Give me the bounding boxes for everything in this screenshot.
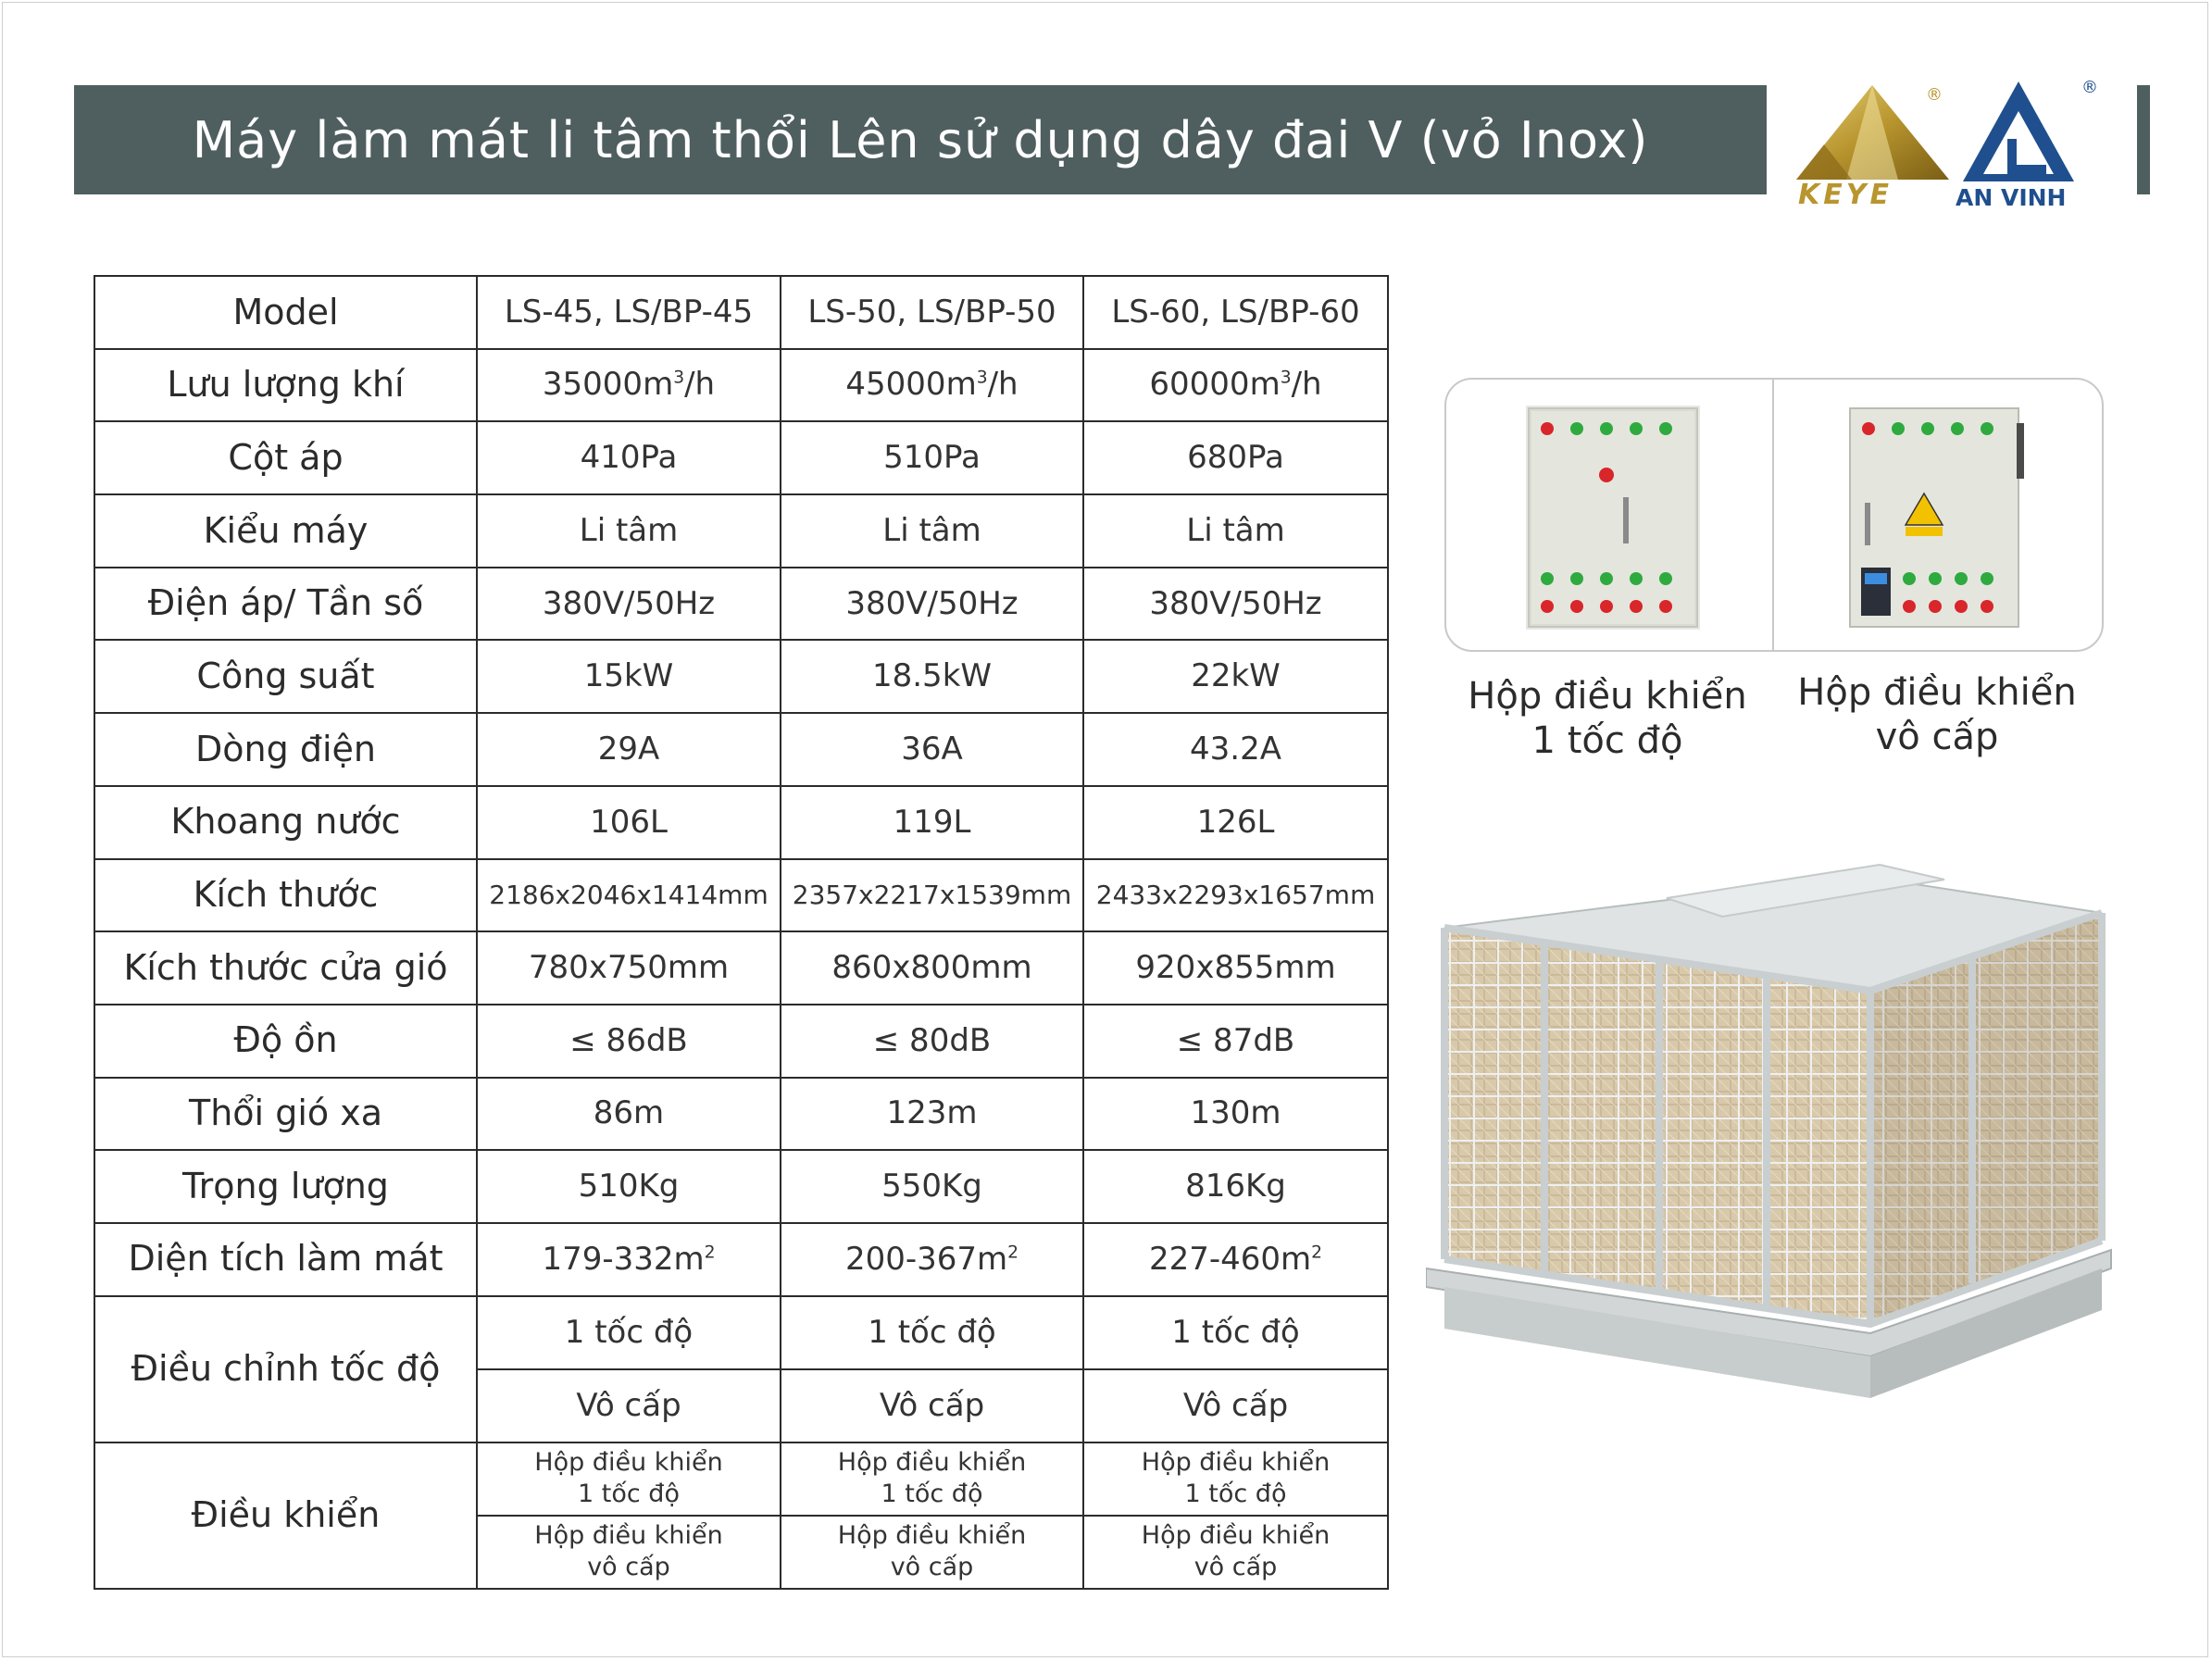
- row-label: Trọng lượng: [94, 1150, 477, 1223]
- table-row: [94, 931, 1388, 1005]
- row-label: Lưu lượng khí: [94, 349, 477, 422]
- row-label: Điều chỉnh tốc độ: [94, 1296, 477, 1442]
- table-row: [94, 640, 1388, 713]
- accent-bar: [2137, 85, 2150, 194]
- control-box-stepless-image: [1843, 405, 2026, 631]
- value-cell: 1 tốc độ: [781, 1296, 1083, 1369]
- air-cooler-image: [1426, 852, 2120, 1407]
- table-row: [94, 421, 1388, 494]
- value-cell: 106L: [477, 786, 781, 859]
- value-cell: $179-332m^2$: [477, 1223, 781, 1296]
- value-cell: 816Kg: [1083, 1150, 1388, 1223]
- value-cell: 680Pa: [1083, 421, 1388, 494]
- table-row: [94, 494, 1388, 568]
- value-cell: 510Pa: [781, 421, 1083, 494]
- value-cell: 510Kg: [477, 1150, 781, 1223]
- value-cell: Hộp điều khiển 1 tốc độ: [781, 1442, 1083, 1516]
- value-cell: 1 tốc độ: [1083, 1296, 1388, 1369]
- value-cell: 130m: [1083, 1078, 1388, 1151]
- value-cell: 119L: [781, 786, 1083, 859]
- value-cell: Hộp điều khiển vô cấp: [781, 1516, 1083, 1589]
- spec-table: [94, 275, 1389, 1590]
- row-label: Diện tích làm mát: [94, 1223, 477, 1296]
- value-cell: 126L: [1083, 786, 1388, 859]
- table-row-speed: [94, 1296, 1388, 1369]
- value-cell: 860x800mm: [781, 931, 1083, 1005]
- value-cell: 29A: [477, 713, 781, 786]
- value-cell: 123m: [781, 1078, 1083, 1151]
- anvinh-logo: [1954, 74, 2120, 211]
- value-cell: 920x855mm: [1083, 931, 1388, 1005]
- value-cell: 86m: [477, 1078, 781, 1151]
- value-cell: Li tâm: [477, 494, 781, 568]
- value-cell: Vô cấp: [781, 1369, 1083, 1442]
- value-cell: 780x750mm: [477, 931, 781, 1005]
- svg-text:®: ®: [2081, 78, 2098, 97]
- table-row: [94, 349, 1388, 422]
- panel-divider: [1772, 380, 1774, 650]
- row-label: Kích thước cửa gió: [94, 931, 477, 1005]
- table-row: [94, 859, 1388, 932]
- value-cell: 380V/50Hz: [477, 568, 781, 641]
- table-row: [94, 1150, 1388, 1223]
- row-label: Thổi gió xa: [94, 1078, 477, 1151]
- keye-logo-text: KEYE: [1798, 179, 1893, 209]
- value-cell: $45000m^3/h$: [781, 349, 1083, 422]
- value-cell: 2357x2217x1539mm: [781, 859, 1083, 932]
- value-cell: Vô cấp: [1083, 1369, 1388, 1442]
- value-cell: 550Kg: [781, 1150, 1083, 1223]
- table-row: [94, 1078, 1388, 1151]
- value-cell: 18.5kW: [781, 640, 1083, 713]
- value-cell: $200-367m^2$: [781, 1223, 1083, 1296]
- row-label: Kiểu máy: [94, 494, 477, 568]
- value-cell: 1 tốc độ: [477, 1296, 781, 1369]
- value-cell: Hộp điều khiển vô cấp: [1083, 1516, 1388, 1589]
- row-label: Khoang nước: [94, 786, 477, 859]
- control-box-stepless-caption: Hộp điều khiển vô cấp: [1797, 671, 2077, 758]
- svg-text:®: ®: [1926, 85, 1943, 105]
- value-cell: $227-460m^2$: [1083, 1223, 1388, 1296]
- value-cell: $35000m^3/h$: [477, 349, 781, 422]
- row-label: Dòng điện: [94, 713, 477, 786]
- value-cell: 22kW: [1083, 640, 1388, 713]
- value-cell: ≤ 86dB: [477, 1005, 781, 1078]
- row-label: Model: [94, 276, 477, 349]
- value-cell: Hộp điều khiển vô cấp: [477, 1516, 781, 1589]
- row-label: Công suất: [94, 640, 477, 713]
- table-row: [94, 1005, 1388, 1078]
- value-cell: 380V/50Hz: [1083, 568, 1388, 641]
- value-cell: $60000m^3/h$: [1083, 349, 1388, 422]
- value-cell: Li tâm: [1083, 494, 1388, 568]
- value-cell: 2433x2293x1657mm: [1083, 859, 1388, 932]
- table-row: [94, 568, 1388, 641]
- page-title: Máy làm mát li tâm thổi Lên sử dụng dây đai V (vỏ Inox): [192, 110, 1649, 169]
- model-cell: LS-45, LS/BP-45: [477, 276, 781, 349]
- table-row-model: [94, 276, 1388, 349]
- value-cell: 410Pa: [477, 421, 781, 494]
- value-cell: 36A: [781, 713, 1083, 786]
- value-cell: ≤ 80dB: [781, 1005, 1083, 1078]
- row-label: Kích thước: [94, 859, 477, 932]
- row-label: Độ ồn: [94, 1005, 477, 1078]
- anvinh-logo-text: AN VINH: [1956, 184, 2067, 211]
- value-cell: ≤ 87dB: [1083, 1005, 1388, 1078]
- value-cell: Vô cấp: [477, 1369, 781, 1442]
- table-row: [94, 713, 1388, 786]
- table-row: [94, 1223, 1388, 1296]
- value-cell: Hộp điều khiển 1 tốc độ: [477, 1442, 781, 1516]
- control-box-1-speed-image: [1521, 405, 1705, 631]
- table-row-control: [94, 1442, 1388, 1516]
- row-label: Điện áp/ Tần số: [94, 568, 477, 641]
- keye-logo: [1787, 80, 1958, 209]
- title-bar: [74, 85, 1767, 194]
- model-cell: LS-60, LS/BP-60: [1083, 276, 1388, 349]
- model-cell: LS-50, LS/BP-50: [781, 276, 1083, 349]
- table-row: [94, 786, 1388, 859]
- value-cell: 15kW: [477, 640, 781, 713]
- row-label: Cột áp: [94, 421, 477, 494]
- value-cell: 2186x2046x1414mm: [477, 859, 781, 932]
- value-cell: 380V/50Hz: [781, 568, 1083, 641]
- value-cell: Li tâm: [781, 494, 1083, 568]
- spec-table-body: [94, 276, 1388, 1589]
- row-label: Điều khiển: [94, 1442, 477, 1589]
- value-cell: Hộp điều khiển 1 tốc độ: [1083, 1442, 1388, 1516]
- value-cell: 43.2A: [1083, 713, 1388, 786]
- control-box-1-speed-caption: Hộp điều khiển 1 tốc độ: [1468, 675, 1747, 762]
